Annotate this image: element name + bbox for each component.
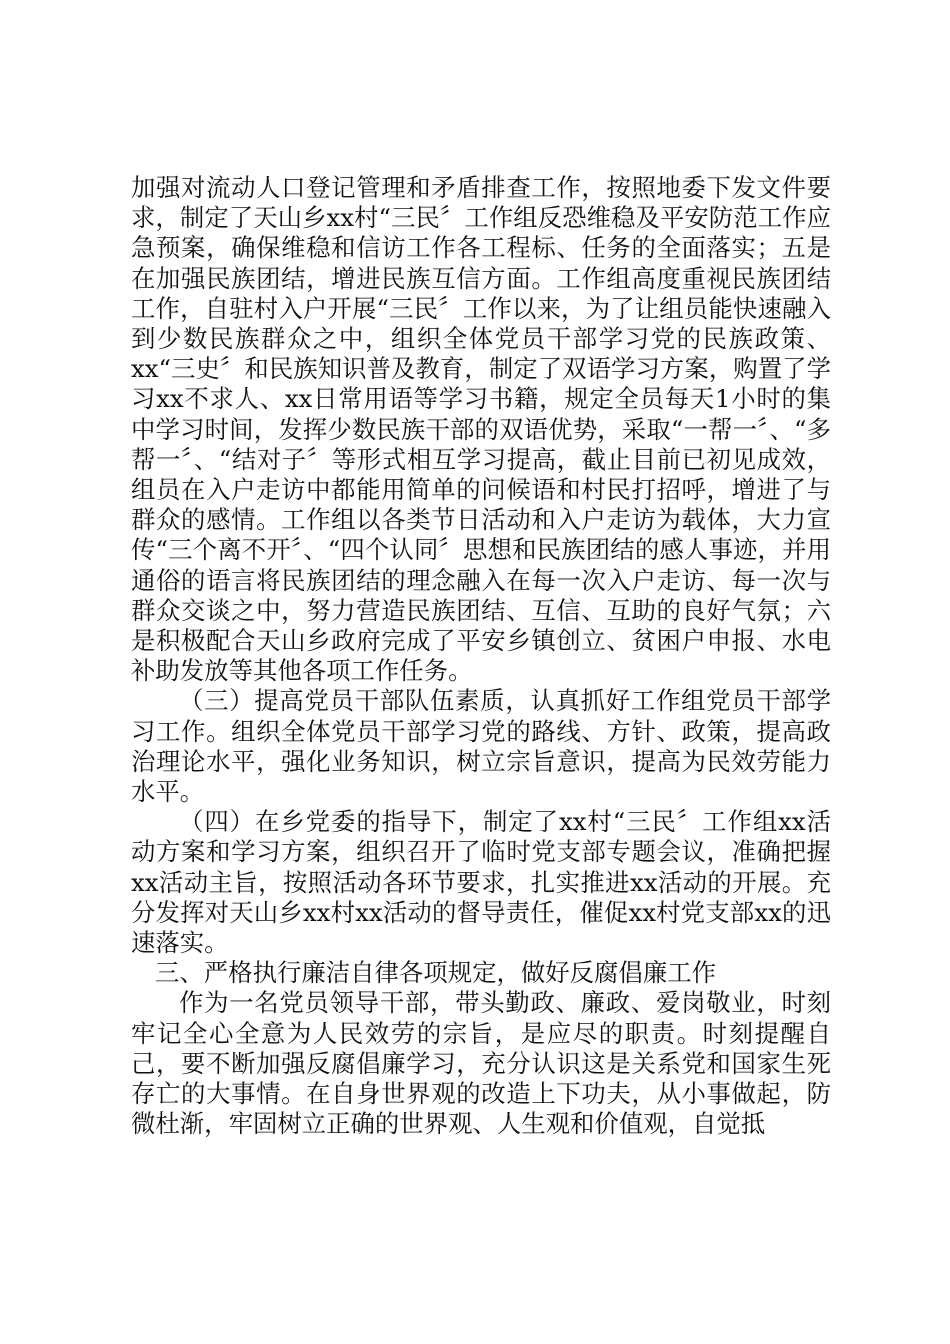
- document-body: [131, 173, 831, 1140]
- paragraph-integrity: 作为一名党员领导干部，带头勤政、廉政、爱岗敬业，时刻牢记全心全意为人民效劳的宗旨，是应尽的职责。时刻提醒自己，要不断加强反腐倡廉学习，充分认识这是关系党和国家生死存亡的大事情。在自身世界观的改造上下功夫，从小事做起，防微杜渐，牢固树立正确的世界观、人生观和价值观，自觉抵: [131, 988, 831, 1139]
- paragraph-section-three: （三）提高党员干部队伍素质，认真抓好工作组党员干部学习工作。组织全体党员干部学习党的路线、方针、政策，提高政治理论水平，强化业务知识，树立宗旨意识，提高为民效劳能力水平。: [131, 686, 831, 807]
- section-heading-three: 三、严格执行廉洁自律各项规定，做好反腐倡廉工作: [155, 958, 716, 988]
- paragraph-section-four: （四）在乡党委的指导下，制定了xx村“三民〞工作组xx活动方案和学习方案，组织召开了临时党支部专题会议，准确把握xx活动主旨，按照活动各环节要求，扎实推进xx活动的开展。充分发挥对天山乡xx村xx活动的督导责任，催促xx村党支部xx的迅速落实。: [131, 807, 831, 958]
- paragraph-continuation: 加强对流动人口登记管理和矛盾排查工作，按照地委下发文件要求，制定了天山乡xx村“三民〞工作组反恐维稳及平安防范工作应急预案，确保维稳和信访工作各工程标、任务的全面落实；五是在加强民族团结，增进民族互信方面。工作组高度重视民族团结工作，自驻村入户开展“三民〞工作以来，为了让组员能快速融入到少数民族群众之中，组织全体党员干部学习党的民族政策、xx“三史〞和民族知识普及教育，制定了双语学习方案，购置了学习xx不求人、xx日常用语等学习书籍，规定全员每天1小时的集中学习时间，发挥少数民族干部的双语优势，采取“一帮一〞、“多帮一〞、“结对子〞等形式相互学习提高，截止目前已初见成效，组员在入户走访中都能用简单的问候语和村民打招呼，增进了与群众的感情。工作组以各类节日活动和入户走访为载体，大力宣传“三个离不开〞、“四个认同〞思想和民族团结的感人事迹，并用通俗的语言将民族团结的理念融入在每一次入户走访、每一次与群众交谈之中，努力营造民族团结、互信、互助的良好气氛；六是积极配合天山乡政府完成了平安乡镇创立、贫困户申报、水电补助发放等其他各项工作任务。: [131, 173, 831, 686]
